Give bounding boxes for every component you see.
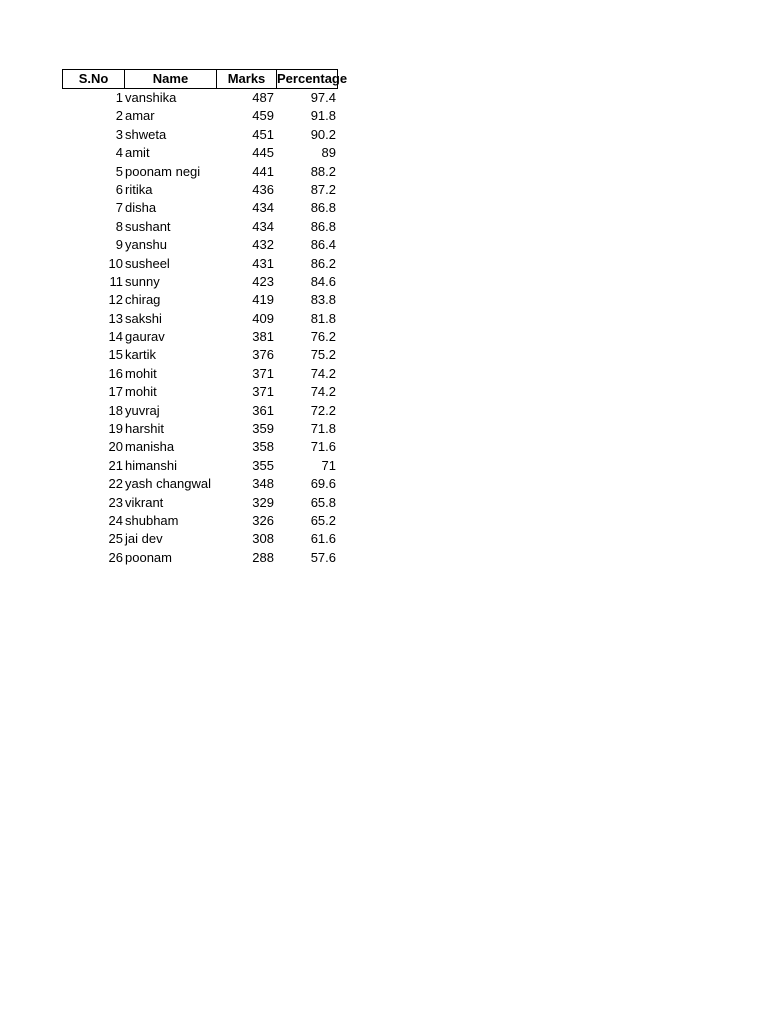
cell-marks[interactable]: 308 — [252, 531, 274, 547]
cell-marks[interactable]: 359 — [252, 421, 274, 437]
cell-sno[interactable]: 10 — [108, 255, 123, 271]
cell-sno[interactable]: 5 — [115, 163, 123, 179]
cell-percentage[interactable]: 84.6 — [310, 273, 336, 289]
cell-marks[interactable]: 329 — [252, 494, 274, 510]
table-row — [62, 475, 338, 493]
table-body — [62, 89, 338, 567]
cell-name[interactable]: yanshu — [125, 237, 167, 253]
cell-name[interactable]: disha — [125, 200, 157, 216]
cell-sno[interactable]: 8 — [115, 218, 123, 234]
cell-sno[interactable]: 1 — [115, 90, 123, 105]
cell-percentage[interactable]: 65.8 — [310, 494, 336, 510]
table-row — [62, 181, 338, 199]
cell-sno[interactable]: 25 — [108, 531, 123, 547]
cell-marks[interactable]: 371 — [252, 365, 274, 381]
table-row — [62, 512, 338, 530]
table-row — [62, 144, 338, 162]
cell-percentage[interactable]: 74.2 — [310, 365, 336, 381]
cell-name[interactable]: manisha — [125, 439, 175, 455]
cell-name[interactable]: yash changwal — [125, 476, 211, 492]
cell-sno[interactable]: 17 — [108, 384, 123, 400]
cell-name[interactable]: vanshika — [125, 90, 177, 105]
table-row — [62, 420, 338, 438]
cell-percentage[interactable]: 69.6 — [310, 476, 336, 492]
cell-percentage[interactable]: 61.6 — [310, 531, 336, 547]
cell-marks[interactable]: 434 — [252, 200, 274, 216]
cell-sno[interactable]: 23 — [108, 494, 123, 510]
cell-marks[interactable]: 409 — [252, 310, 274, 326]
cell-name[interactable]: amar — [125, 108, 155, 124]
cell-percentage[interactable]: 87.2 — [310, 181, 336, 197]
header-marks[interactable]: Marks — [216, 69, 276, 89]
cell-marks[interactable]: 445 — [252, 145, 274, 161]
header-sno[interactable]: S.No — [62, 69, 124, 89]
cell-sno[interactable]: 4 — [115, 145, 123, 161]
table-row — [62, 457, 338, 475]
table-row — [62, 163, 338, 181]
cell-percentage[interactable]: 71.6 — [310, 439, 336, 455]
cell-sno[interactable]: 13 — [108, 310, 123, 326]
cell-percentage[interactable]: 57.6 — [310, 549, 336, 565]
cell-sno[interactable]: 20 — [108, 439, 123, 455]
cell-percentage[interactable]: 65.2 — [310, 512, 336, 528]
table-row — [62, 310, 338, 328]
cell-percentage[interactable]: 90.2 — [310, 126, 336, 142]
cell-name[interactable]: sunny — [125, 273, 160, 289]
cell-percentage[interactable]: 83.8 — [310, 292, 336, 308]
cell-sno[interactable]: 18 — [108, 402, 123, 418]
cell-name[interactable]: ritika — [125, 181, 153, 197]
cell-sno[interactable]: 6 — [115, 181, 123, 197]
table-row — [62, 291, 338, 309]
cell-sno[interactable]: 19 — [108, 421, 123, 437]
cell-percentage[interactable]: 97.4 — [310, 90, 336, 105]
cell-marks[interactable]: 355 — [252, 457, 274, 473]
cell-name[interactable]: kartik — [125, 347, 157, 363]
cell-marks[interactable]: 459 — [252, 108, 274, 124]
cell-percentage[interactable]: 86.8 — [310, 200, 336, 216]
table-row — [62, 255, 338, 273]
cell-marks[interactable]: 371 — [252, 384, 274, 400]
cell-sno[interactable]: 9 — [115, 237, 123, 253]
cell-percentage[interactable]: 75.2 — [310, 347, 336, 363]
cell-name[interactable]: sakshi — [125, 310, 162, 326]
cell-name[interactable]: poonam — [125, 549, 172, 565]
cell-sno[interactable]: 14 — [108, 329, 123, 345]
cell-percentage[interactable]: 88.2 — [310, 163, 336, 179]
cell-name[interactable]: gaurav — [125, 329, 165, 345]
cell-marks[interactable]: 432 — [252, 237, 274, 253]
cell-sno[interactable]: 24 — [108, 512, 123, 528]
cell-name[interactable]: sushant — [125, 218, 171, 234]
cell-percentage[interactable]: 71 — [321, 457, 336, 473]
cell-marks[interactable]: 436 — [252, 181, 274, 197]
cell-name[interactable]: shubham — [125, 512, 179, 528]
table-row — [62, 236, 338, 254]
table-row — [62, 346, 338, 364]
table-row — [62, 383, 338, 401]
cell-percentage[interactable]: 86.4 — [310, 237, 336, 253]
cell-percentage[interactable]: 89 — [321, 145, 336, 161]
cell-marks[interactable]: 288 — [252, 549, 274, 565]
cell-percentage[interactable]: 74.2 — [310, 384, 336, 400]
cell-name[interactable]: yuvraj — [125, 402, 160, 418]
marks-table — [62, 69, 348, 567]
cell-marks[interactable]: 348 — [252, 476, 274, 492]
cell-marks[interactable]: 431 — [252, 255, 274, 271]
table-row — [62, 107, 338, 125]
cell-percentage[interactable]: 86.2 — [310, 255, 336, 271]
cell-percentage[interactable]: 72.2 — [310, 402, 336, 418]
cell-name[interactable]: shweta — [125, 126, 167, 142]
table-row — [62, 365, 338, 383]
cell-name[interactable]: jai dev — [125, 531, 163, 547]
table-row — [62, 126, 338, 144]
cell-sno[interactable]: 16 — [108, 365, 123, 381]
cell-percentage[interactable]: 91.8 — [310, 108, 336, 124]
header-row — [62, 69, 348, 89]
cell-name[interactable]: mohit — [125, 384, 157, 400]
cell-sno[interactable]: 22 — [108, 476, 123, 492]
cell-marks[interactable]: 419 — [252, 292, 274, 308]
cell-sno[interactable]: 21 — [108, 457, 123, 473]
cell-percentage[interactable]: 71.8 — [310, 421, 336, 437]
table-row — [62, 530, 338, 548]
cell-percentage[interactable]: 86.8 — [310, 218, 336, 234]
table-row — [62, 402, 338, 420]
cell-name[interactable]: amit — [125, 145, 150, 161]
cell-sno[interactable]: 26 — [108, 549, 123, 565]
table-row — [62, 494, 338, 512]
cell-marks[interactable]: 441 — [252, 163, 274, 179]
header-name[interactable]: Name — [124, 69, 216, 89]
table-row — [62, 549, 338, 567]
cell-sno[interactable]: 7 — [115, 200, 123, 216]
cell-marks[interactable]: 434 — [252, 218, 274, 234]
cell-sno[interactable]: 15 — [108, 347, 123, 363]
cell-marks[interactable]: 451 — [252, 126, 274, 142]
cell-marks[interactable]: 326 — [252, 512, 274, 528]
cell-sno[interactable]: 3 — [115, 126, 123, 142]
cell-marks[interactable]: 361 — [252, 402, 274, 418]
cell-marks[interactable]: 381 — [252, 329, 274, 345]
cell-marks[interactable]: 487 — [252, 90, 274, 105]
cell-name[interactable]: poonam negi — [125, 163, 201, 179]
cell-marks[interactable]: 423 — [252, 273, 274, 289]
cell-name[interactable]: mohit — [125, 365, 157, 381]
header-percentage[interactable]: Percentage — [276, 69, 338, 89]
cell-name[interactable]: harshit — [125, 421, 165, 437]
cell-name[interactable]: himanshi — [125, 457, 178, 473]
table-row — [62, 438, 338, 456]
cell-percentage[interactable]: 76.2 — [310, 329, 336, 345]
cell-sno[interactable]: 11 — [109, 273, 123, 289]
cell-name[interactable]: susheel — [125, 255, 170, 271]
table-row — [62, 218, 338, 236]
table-row — [62, 328, 338, 346]
cell-name[interactable]: vikrant — [125, 494, 164, 510]
cell-marks[interactable]: 376 — [252, 347, 274, 363]
cell-sno[interactable]: 12 — [108, 292, 123, 308]
cell-sno[interactable]: 2 — [115, 108, 123, 124]
cell-name[interactable]: chirag — [125, 292, 161, 308]
cell-percentage[interactable]: 81.8 — [310, 310, 336, 326]
cell-marks[interactable]: 358 — [252, 439, 274, 455]
table-row — [62, 89, 338, 107]
table-row — [62, 199, 338, 217]
table-row — [62, 273, 338, 291]
